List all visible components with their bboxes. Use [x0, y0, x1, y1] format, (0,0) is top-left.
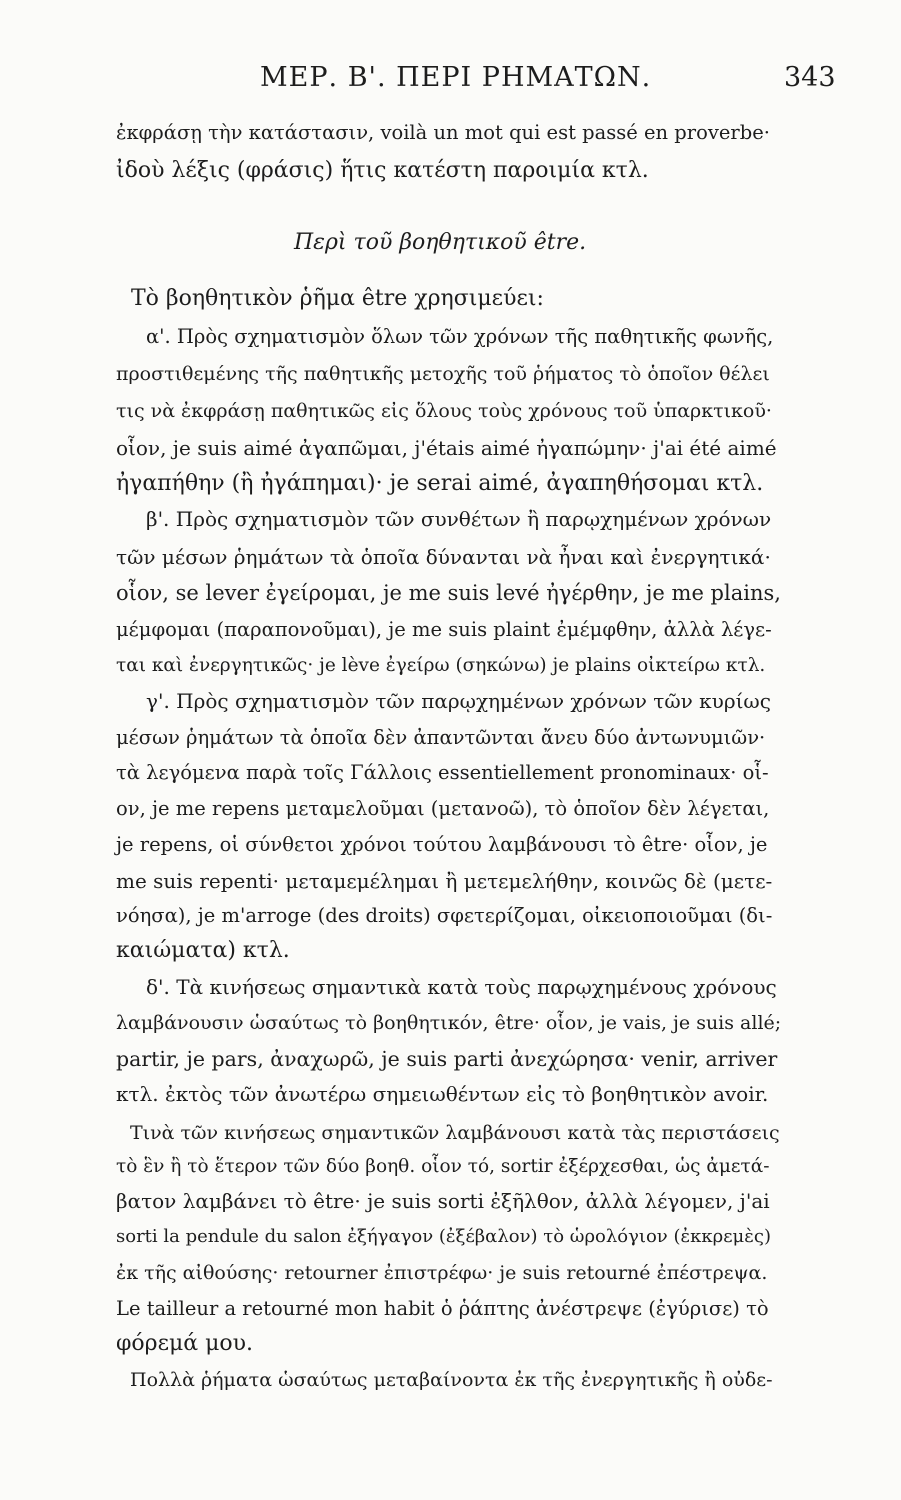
- running-head: ΜΕΡ. Β'. ΠΕΡΙ ΡΗΜΑΤΩΝ.: [260, 62, 652, 93]
- text-line: Τινὰ τῶν κινήσεως σημαντικῶν λαμβάνουσι κατὰ τὰς περιστάσεις: [130, 1122, 780, 1144]
- page-header: [0, 58, 901, 102]
- text-line: je repens, οἱ σύνθετοι χρόνοι τούτου λαμβάνουσι τὸ être· οἷον, je: [116, 833, 768, 856]
- text-line: β'. Πρὸς σχηματισμὸν τῶν συνθέτων ἢ παρῳχημένων χρόνων: [146, 507, 772, 531]
- text-line: προστιθεμένης τῆς παθητικῆς μετοχῆς τοῦ ῥήματος τὸ ὁποῖον θέλει: [116, 363, 770, 385]
- text-line: partir, je pars, ἀναχωρῶ, je suis parti ἀνεχώρησα· venir, arriver: [116, 1047, 778, 1071]
- text-line: γ'. Πρὸς σχηματισμὸν τῶν παρῳχημένων χρόνων τῶν κυρίως: [146, 689, 771, 713]
- text-line: τὰ λεγόμενα παρὰ τοῖς Γάλλοις essentiellement pronominaux· οἷ-: [116, 761, 769, 784]
- text-line: ἐκφράσῃ τὴν κατάστασιν, voilà un mot qui est passé en proverbe·: [116, 121, 770, 144]
- text-line: καιώματα) κτλ.: [116, 938, 290, 963]
- text-line: Le tailleur a retourné mon habit ὁ ῥάπτης ἀνέστρεψε (ἐγύρισε) τὸ: [116, 1297, 769, 1320]
- text-line: α'. Πρὸς σχηματισμὸν ὅλων τῶν χρόνων τῆς παθητικῆς φωνῆς,: [146, 325, 774, 348]
- text-line: κτλ. ἐκτὸς τῶν ἀνωτέρω σημειωθέντων εἰς τὸ βοηθητικὸν avoir.: [116, 1082, 769, 1106]
- text-line: τὸ ἓν ἢ τὸ ἕτερον τῶν δύο βοηθ. οἷον τό, sortir ἐξέρχεσθαι, ὡς ἀμετά-: [116, 1156, 770, 1177]
- text-line: τις νὰ ἐκφράσῃ παθητικῶς εἰς ὅλους τοὺς χρόνους τοῦ ὑπαρκτικοῦ·: [116, 400, 772, 422]
- text-line: βατον λαμβάνει τὸ être· je suis sorti ἐξῆλθον, ἀλλὰ λέγομεν, j'ai: [116, 1189, 770, 1213]
- text-line: Τὸ βοηθητικὸν ῥῆμα être χρησιμεύει:: [131, 286, 544, 311]
- section-heading: Περὶ τοῦ βοηθητικοῦ être.: [294, 230, 587, 255]
- text-line: ον, je me repens μεταμελοῦμαι (μετανοῶ), τὸ ὁποῖον δὲν λέγεται,: [116, 797, 770, 820]
- text-line: τῶν μέσων ῥημάτων τὰ ὁποῖα δύνανται νὰ ἦναι καὶ ἐνεργητικά·: [116, 545, 771, 569]
- text-line: ται καὶ ἐνεργητικῶς· je lève ἐγείρω (σηκώνω) je plains οἰκτείρω κτλ.: [116, 655, 766, 676]
- text-line: sorti la pendule du salon ἐξήγαγον (ἐξέβαλον) τὸ ὡρολόγιον (ἐκκρεμὲς): [116, 1226, 771, 1247]
- text-line: οἷον, je suis aimé ἀγαπῶμαι, j'étais aimé ἠγαπώμην· j'ai été aimé: [116, 436, 777, 460]
- text-line: ἰδοὺ λέξις (φράσις) ἥτις κατέστη παροιμία κτλ.: [116, 158, 649, 183]
- text-line: ἠγαπήθην (ἢ ἠγάπημαι)· je serai aimé, ἀγαπηθήσομαι κτλ.: [116, 471, 764, 496]
- text-line: φόρεμά μου.: [116, 1331, 254, 1356]
- text-line: νόησα), je m'arroge (des droits) σφετερίζομαι, οἰκειοποιοῦμαι (δι-: [116, 904, 773, 927]
- text-line: μέμφομαι (παραπονοῦμαι), je me suis plaint ἐμέμφθην, ἀλλὰ λέγε-: [116, 618, 772, 641]
- text-line: δ'. Τὰ κινήσεως σημαντικὰ κατὰ τοὺς παρῳχημένους χρόνους: [146, 975, 777, 999]
- text-line: Πολλὰ ῥήματα ὡσαύτως μεταβαίνοντα ἐκ τῆς ἐνεργητικῆς ἢ οὐδε-: [130, 1369, 773, 1391]
- text-line: me suis repenti· μεταμεμέλημαι ἢ μετεμελήθην, κοινῶς δὲ (μετε-: [116, 869, 773, 893]
- text-line: λαμβάνουσιν ὡσαύτως τὸ βοηθητικόν, être· οἷον, je vais, je suis allé;: [116, 1012, 782, 1034]
- text-line: οἷον, se lever ἐγείρομαι, je me suis levé ἠγέρθην, je me plains,: [116, 581, 781, 605]
- text-line: ἐκ τῆς αἰθούσης· retourner ἐπιστρέφω· je suis retourné ἐπέστρεψα.: [116, 1262, 768, 1284]
- page-number: 343: [784, 62, 836, 93]
- text-line: μέσων ῥημάτων τὰ ὁποῖα δὲν ἀπαντῶνται ἄνευ δύο ἀντωνυμιῶν·: [116, 726, 766, 749]
